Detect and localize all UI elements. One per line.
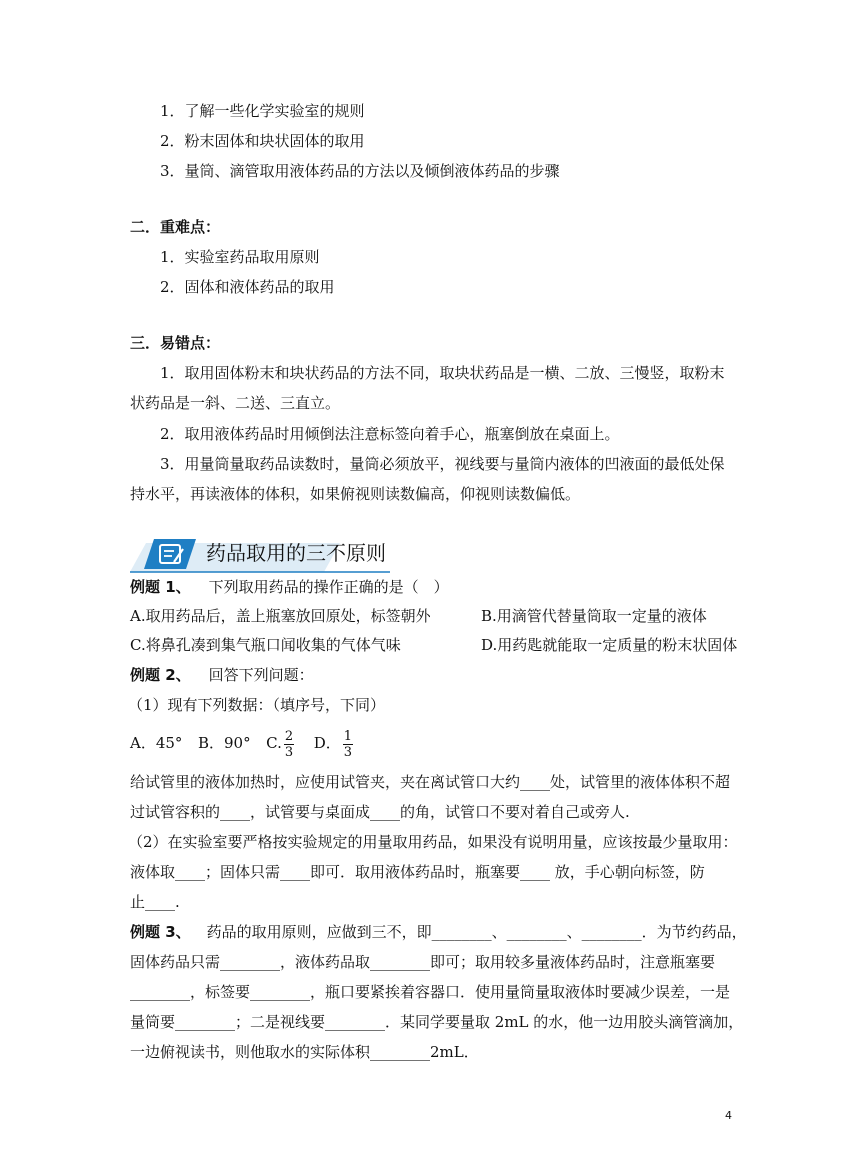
- error-point-line-1: 1．取用固体粉末和块状药品的方法不同，取块状药品是一横、二放、三慢竖，取粉末: [160, 364, 725, 382]
- example-2-options: [130, 726, 355, 760]
- example-1-option-c: C.将鼻孔凑到集气瓶口闻收集的气体气味: [130, 636, 401, 654]
- fraction-one-third: $\frac{1}{3}$: [343, 728, 353, 760]
- key-point-2: 2．固体和液体药品的取用: [160, 278, 335, 296]
- example-2-label: 例题 2、: [130, 666, 191, 684]
- objective-2: 2．粉末固体和块状固体的取用: [160, 132, 365, 150]
- example-3-line-2: 固体药品只需________，液体药品取________即可；取用较多量液体药品时，注意瓶塞要: [130, 953, 716, 971]
- example-3-label: 例题 3、: [130, 923, 191, 941]
- example-1-text: 下列取用药品的操作正确的是（ ）: [208, 578, 449, 596]
- example-1-question: [130, 577, 449, 597]
- objective-1: 1．了解一些化学实验室的规则: [160, 102, 365, 120]
- example-2-text: 回答下列问题：: [208, 666, 314, 684]
- example-2-part-2-line-3: 止____.: [130, 893, 180, 911]
- example-1-option-d: D.用药匙就能取一定质量的粉末状固体: [481, 636, 738, 654]
- page-number: 4: [725, 1109, 732, 1122]
- example-1-option-b: B.用滴管代替量筒取一定量的液体: [481, 607, 707, 625]
- error-point-line-2: 状药品是一斜、二送、三直立。: [130, 394, 341, 412]
- error-points-heading: 三．易错点：: [130, 334, 221, 352]
- example-2-part-1-line-2: 过试管容积的____，试管要与桌面成____的角，试管口不要对着自己或旁人.: [130, 803, 630, 821]
- example-1-option-a: A.取用药品后，盖上瓶塞放回原处，标签朝外: [130, 607, 431, 625]
- example-2-part-1-line-1: 给试管里的液体加热时，应使用试管夹，夹在离试管口大约____处，试管里的液体体积不超: [130, 773, 731, 791]
- error-point-line-4: 3．用量筒量取药品读数时，量筒必须放平，视线要与量筒内液体的凹液面的最低处保: [160, 455, 725, 473]
- example-2-option-a: A．45°: [130, 734, 183, 752]
- example-3-line-1: 例题 3、 药品的取用原则，应做到三不，即________、________、________．为节约药品，: [130, 923, 747, 941]
- fraction-two-thirds: $\frac{2}{3}$: [284, 728, 294, 760]
- example-2-part-1-intro: （1）现有下列数据：（填序号，下同）: [128, 696, 386, 714]
- example-3-line-5: 一边俯视读书，则他取水的实际体积________2mL．: [130, 1043, 479, 1061]
- key-point-1: 1．实验室药品取用原则: [160, 248, 320, 266]
- section-title: 药品取用的三不原则: [206, 541, 386, 565]
- example-3-line-3: ________，标签要________，瓶口要紧挨着容器口．使用量筒量取液体时要减少误差，一是: [130, 983, 731, 1001]
- error-point-line-3: 2．取用液体药品时用倾倒法注意标签向着手心，瓶塞倒放在桌面上。: [160, 425, 620, 443]
- example-2-option-b: B．90°: [197, 734, 251, 752]
- error-point-line-5: 持水平，再读液体的体积，如果俯视则读数偏高，仰视则读数偏低。: [130, 485, 581, 503]
- example-2-part-2-line-2: 液体取____；固体只需____即可．取用液体药品时，瓶塞要____ 放，手心朝向标签，防: [130, 863, 705, 881]
- key-points-heading: 二．重难点：: [130, 218, 221, 236]
- example-2-option-c: C.: [266, 734, 282, 752]
- example-2-question: [130, 665, 314, 685]
- example-3-line-4: 量筒要________；二是视线要________．某同学要量取 2mL 的水，他一边用胶头滴管滴加，: [130, 1013, 744, 1031]
- example-2-option-d: D．: [313, 734, 341, 752]
- example-1-label: 例题 1、: [130, 578, 191, 596]
- example-2-part-2-line-1: （2）在实验室要严格按实验规定的用量取用药品，如果没有说明用量，应该按最少量取用：: [128, 833, 738, 851]
- objective-3: 3．量筒、滴管取用液体药品的方法以及倾倒液体药品的步骤: [160, 162, 560, 180]
